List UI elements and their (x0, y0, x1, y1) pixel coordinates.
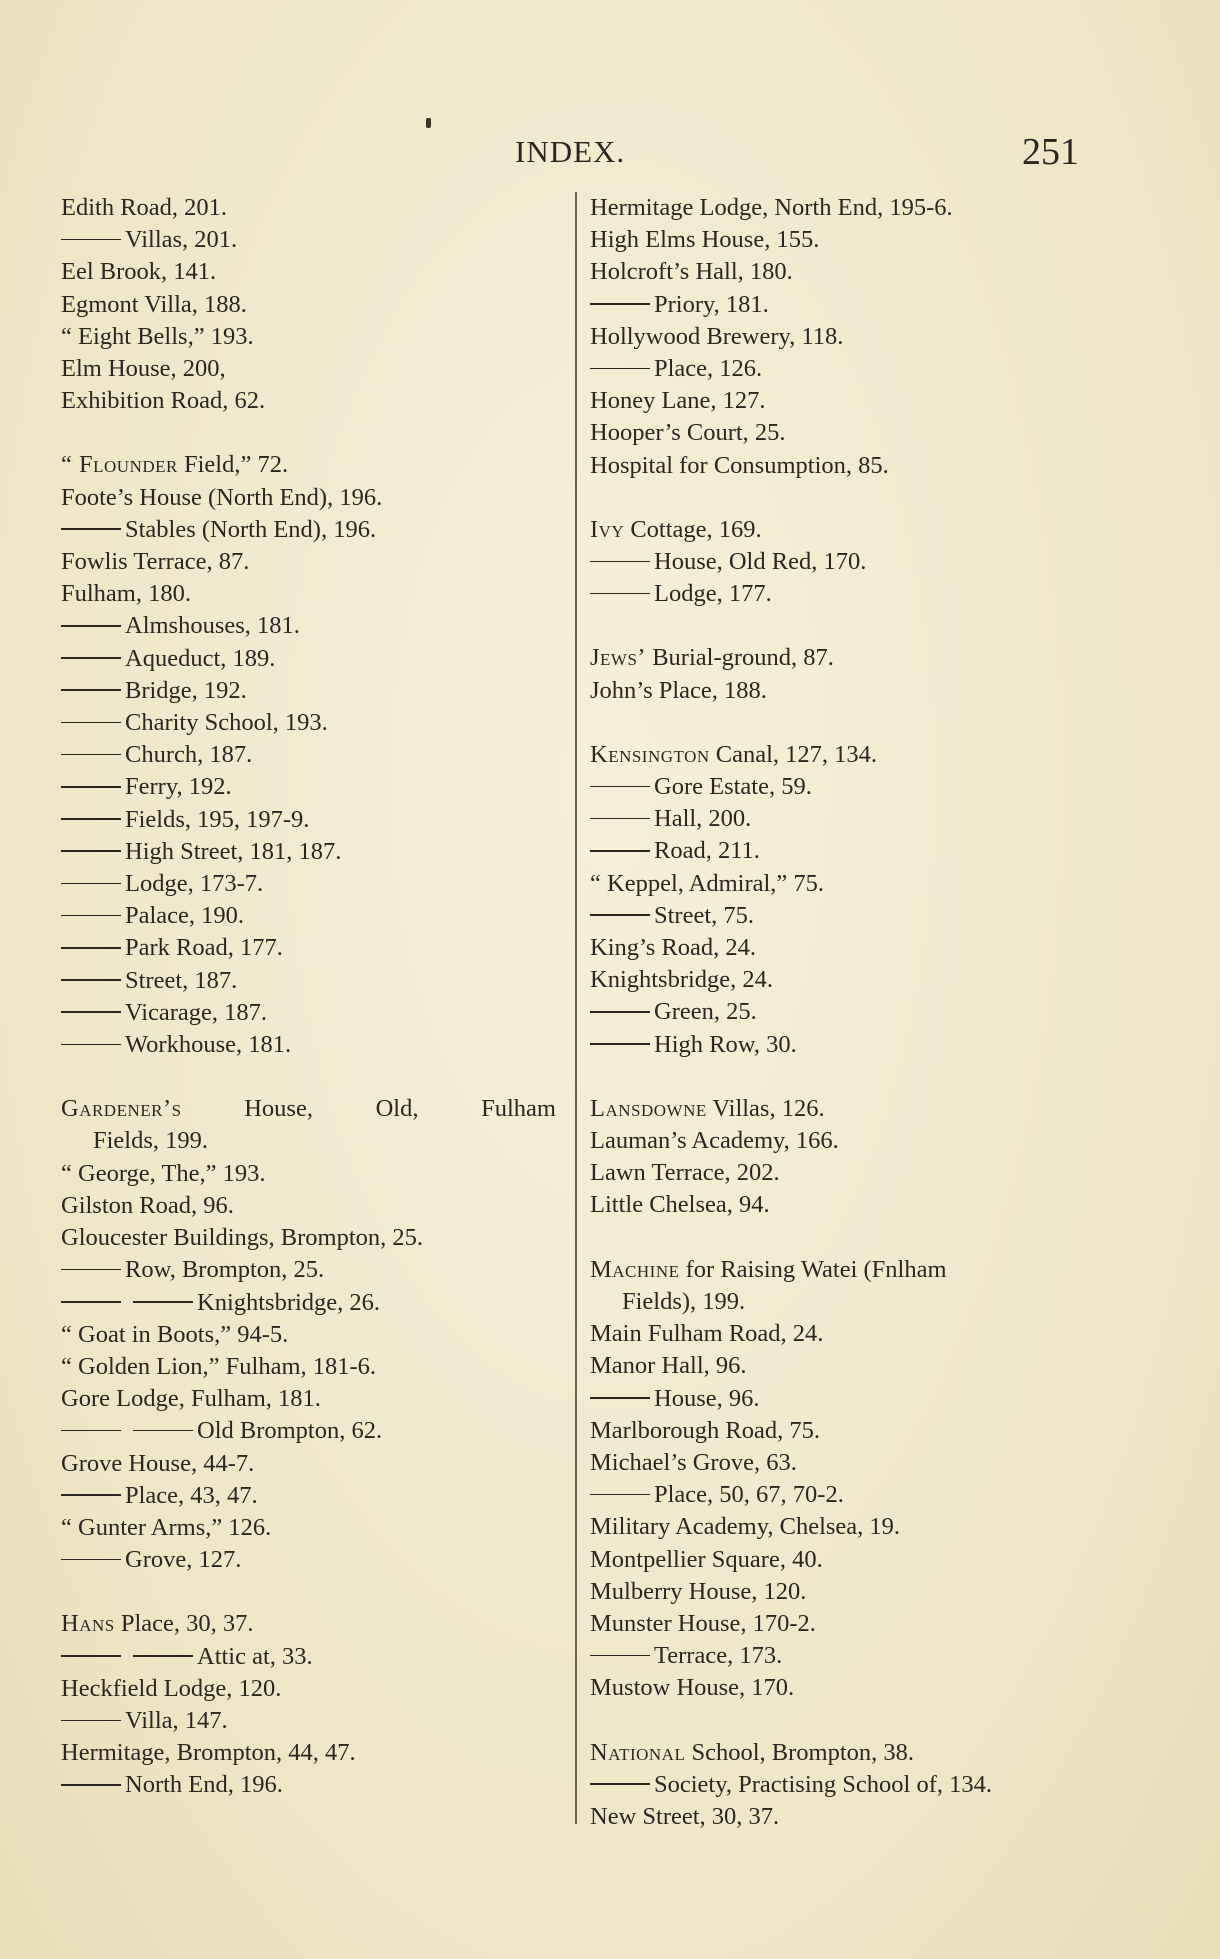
ditto-dash (61, 722, 121, 724)
ditto-dash (61, 883, 121, 885)
index-entry: Foote’s House (North End), 196. (61, 483, 383, 511)
index-entry: Hans Place, 30, 37. (61, 1610, 254, 1638)
ditto-dash (61, 850, 121, 852)
ditto-dash (61, 1430, 121, 1432)
index-entry: “ Gunter Arms,” 126. (61, 1513, 272, 1541)
ditto-dash (590, 914, 650, 916)
index-subentry: Palace, 190. (61, 900, 561, 932)
index-entry: “ Flounder Field,” 72. (61, 451, 289, 479)
ditto-dash (61, 947, 121, 949)
ditto-dash (590, 818, 650, 820)
section-initial: Kensington (590, 740, 710, 768)
ditto-dash (61, 1494, 121, 1496)
index-entry: Main Fulham Road, 24. (590, 1320, 824, 1348)
page-number: 251 (1022, 131, 1079, 173)
index-subentry: Society, Practising School of, 134. (590, 1769, 1105, 1801)
index-entry: Little Chelsea, 94. (590, 1191, 770, 1219)
ditto-dash (61, 1655, 121, 1657)
index-subentry: Park Road, 177. (61, 932, 561, 964)
index-entry: Mulberry House, 120. (590, 1577, 807, 1605)
ditto-dash (61, 657, 121, 659)
index-subentry: Villa, 147. (61, 1705, 561, 1737)
index-entry: Jews’ Burial-ground, 87. (590, 644, 834, 672)
index-subentry: Grove, 127. (61, 1544, 561, 1576)
column-divider (575, 192, 577, 1824)
index-entry: Hooper’s Court, 25. (590, 419, 786, 447)
index-subentry: Priory, 181. (590, 289, 1105, 321)
index-entry: Montpellier Square, 40. (590, 1545, 823, 1573)
index-entry: Michael’s Grove, 63. (590, 1448, 797, 1476)
ditto-dash (61, 1301, 121, 1303)
ditto-dash (61, 528, 121, 530)
index-subentry: Street, 75. (590, 900, 1105, 932)
index-entry: High Elms House, 155. (590, 226, 820, 254)
index-entry: Fulham, 180. (61, 580, 191, 608)
index-subentry: Almshouses, 181. (61, 610, 561, 642)
index-entry: Mustow House, 170. (590, 1674, 795, 1702)
index-subentry: Villas, 201. (61, 224, 561, 256)
index-subentry: High Row, 30. (590, 1029, 1105, 1061)
index-entry: Edith Road, 201. (61, 194, 228, 221)
ditto-dash (590, 593, 650, 595)
index-entry: Egmont Villa, 188. (61, 290, 247, 318)
index-entry: Eel Brook, 141. (61, 258, 217, 286)
index-entry: Lansdowne Villas, 126. (590, 1094, 825, 1122)
index-entry: Knightsbridge, 24. (590, 966, 774, 994)
index-entry: Marlborough Road, 75. (590, 1416, 820, 1444)
index-entry: Ivy Cottage, 169. (590, 515, 762, 543)
index-entry: Fowlis Terrace, 87. (61, 548, 250, 576)
index-entry: Manor Hall, 96. (590, 1352, 747, 1380)
index-subentry: Place, 126. (590, 353, 1105, 385)
index-subentry: Lodge, 173-7. (61, 868, 561, 900)
index-subentry: Terrace, 173. (590, 1640, 1105, 1672)
index-entry-continuation: Fields), 199. (622, 1287, 746, 1315)
index-subentry: Place, 43, 47. (61, 1480, 561, 1512)
ditto-dash (61, 239, 121, 241)
section-initial: Lansdowne (590, 1094, 707, 1122)
ditto-dash (61, 1559, 121, 1561)
ditto-dash (590, 561, 650, 563)
page-header (0, 130, 1220, 180)
ditto-dash (61, 1011, 121, 1013)
index-subentry: Green, 25. (590, 996, 1105, 1028)
index-subentry: Workhouse, 181. (61, 1029, 561, 1061)
index-subentry: North End, 196. (61, 1769, 561, 1801)
index-subentry: Attic at, 33. (61, 1641, 561, 1673)
index-entry: Lauman’s Academy, 166. (590, 1127, 839, 1155)
index-subentry: Church, 187. (61, 739, 561, 771)
ditto-dash (590, 368, 650, 370)
index-subentry: Aqueduct, 189. (61, 643, 561, 675)
ditto-dash (61, 979, 121, 981)
index-entry: Holcroft’s Hall, 180. (590, 258, 793, 286)
ditto-dash (590, 786, 650, 788)
index-entry: Elm House, 200, (61, 355, 226, 383)
index-subentry: Vicarage, 187. (61, 997, 561, 1029)
printer-mark (426, 118, 431, 128)
section-initial: National (590, 1738, 686, 1766)
index-entry: Exhibition Road, 62. (61, 387, 266, 415)
index-entry: “ Eight Bells,” 193. (61, 322, 254, 350)
index-subentry: Hall, 200. (590, 803, 1105, 835)
ditto-dash (61, 625, 121, 627)
index-entry: Hollywood Brewery, 118. (590, 322, 844, 350)
ditto-dash (590, 1655, 650, 1657)
index-entry: Honey Lane, 127. (590, 387, 766, 415)
index-entry: Lawn Terrace, 202. (590, 1159, 780, 1187)
index-subentry: House, Old Red, 170. (590, 546, 1105, 578)
index-entry: Gardener’s House, Old, Fulham (61, 1093, 556, 1125)
index-column-right (590, 192, 1105, 1833)
index-entry: Kensington Canal, 127, 134. (590, 740, 878, 768)
ditto-dash (133, 1430, 193, 1432)
section-initial: Hans (61, 1610, 115, 1638)
index-entry: New Street, 30, 37. (590, 1802, 780, 1830)
ditto-dash (61, 786, 121, 788)
ditto-dash (61, 915, 121, 917)
index-subentry: High Street, 181, 187. (61, 836, 561, 868)
ditto-dash (590, 1011, 650, 1013)
ditto-dash (590, 850, 650, 852)
index-entry: “ George, The,” 193. (61, 1159, 266, 1187)
index-entry: Hermitage Lodge, North End, 195-6. (590, 194, 953, 221)
index-subentry: Bridge, 192. (61, 675, 561, 707)
ditto-dash (61, 818, 121, 820)
index-entry: Hermitage, Brompton, 44, 47. (61, 1739, 356, 1767)
index-subentry: Stables (North End), 196. (61, 514, 561, 546)
index-entry: King’s Road, 24. (590, 934, 757, 962)
section-initial: Gardener’s (61, 1095, 182, 1123)
ditto-dash (590, 1494, 650, 1496)
index-subentry: Place, 50, 67, 70-2. (590, 1479, 1105, 1511)
index-subentry: Fields, 195, 197-9. (61, 804, 561, 836)
index-entry: Munster House, 170-2. (590, 1609, 816, 1637)
ditto-dash (61, 1720, 121, 1722)
ditto-dash (61, 689, 121, 691)
ditto-dash (590, 303, 650, 305)
section-initial: Jews’ (590, 644, 647, 672)
section-initial: “ Flounder (61, 451, 178, 479)
index-column-left (61, 192, 561, 1802)
index-entry: Heckfield Lodge, 120. (61, 1674, 282, 1702)
ditto-dash (61, 1044, 121, 1046)
index-entry: “ Keppel, Admiral,” 75. (590, 869, 825, 897)
index-entry: Military Academy, Chelsea, 19. (590, 1513, 901, 1541)
index-entry: John’s Place, 188. (590, 676, 767, 704)
index-subentry: Row, Brompton, 25. (61, 1254, 561, 1286)
index-subentry: House, 96. (590, 1383, 1105, 1415)
ditto-dash (61, 754, 121, 756)
index-subentry: Gore Estate, 59. (590, 771, 1105, 803)
index-subentry: Road, 211. (590, 835, 1105, 867)
index-subentry: Ferry, 192. (61, 771, 561, 803)
index-entry-continuation: Fields, 199. (93, 1127, 209, 1155)
index-subentry: Charity School, 193. (61, 707, 561, 739)
index-entry: “ Golden Lion,” Fulham, 181-6. (61, 1352, 377, 1380)
index-entry: Grove House, 44-7. (61, 1449, 255, 1477)
index-subentry: Lodge, 177. (590, 578, 1105, 610)
index-entry: “ Goat in Boots,” 94-5. (61, 1320, 289, 1348)
ditto-dash (61, 1269, 121, 1271)
index-entry: Hospital for Consumption, 85. (590, 451, 889, 479)
section-initial: Machine (590, 1255, 680, 1283)
index-subentry: Old Brompton, 62. (61, 1415, 561, 1447)
page-title: INDEX. (515, 134, 626, 169)
ditto-dash (590, 1397, 650, 1399)
index-entry: Gloucester Buildings, Brompton, 25. (61, 1224, 424, 1252)
index-subentry: Street, 187. (61, 965, 561, 997)
index-entry: National School, Brompton, 38. (590, 1738, 915, 1766)
ditto-dash (61, 1784, 121, 1786)
ditto-dash (590, 1783, 650, 1785)
index-subentry: Knightsbridge, 26. (61, 1287, 561, 1319)
index-entry: Gilston Road, 96. (61, 1191, 234, 1219)
ditto-dash (590, 1043, 650, 1045)
index-entry: Machine for Raising Watei (Fnlham (590, 1255, 947, 1283)
ditto-dash (133, 1655, 193, 1657)
ditto-dash (133, 1301, 193, 1303)
index-entry: Gore Lodge, Fulham, 181. (61, 1385, 321, 1413)
section-initial: Ivy (590, 515, 625, 543)
